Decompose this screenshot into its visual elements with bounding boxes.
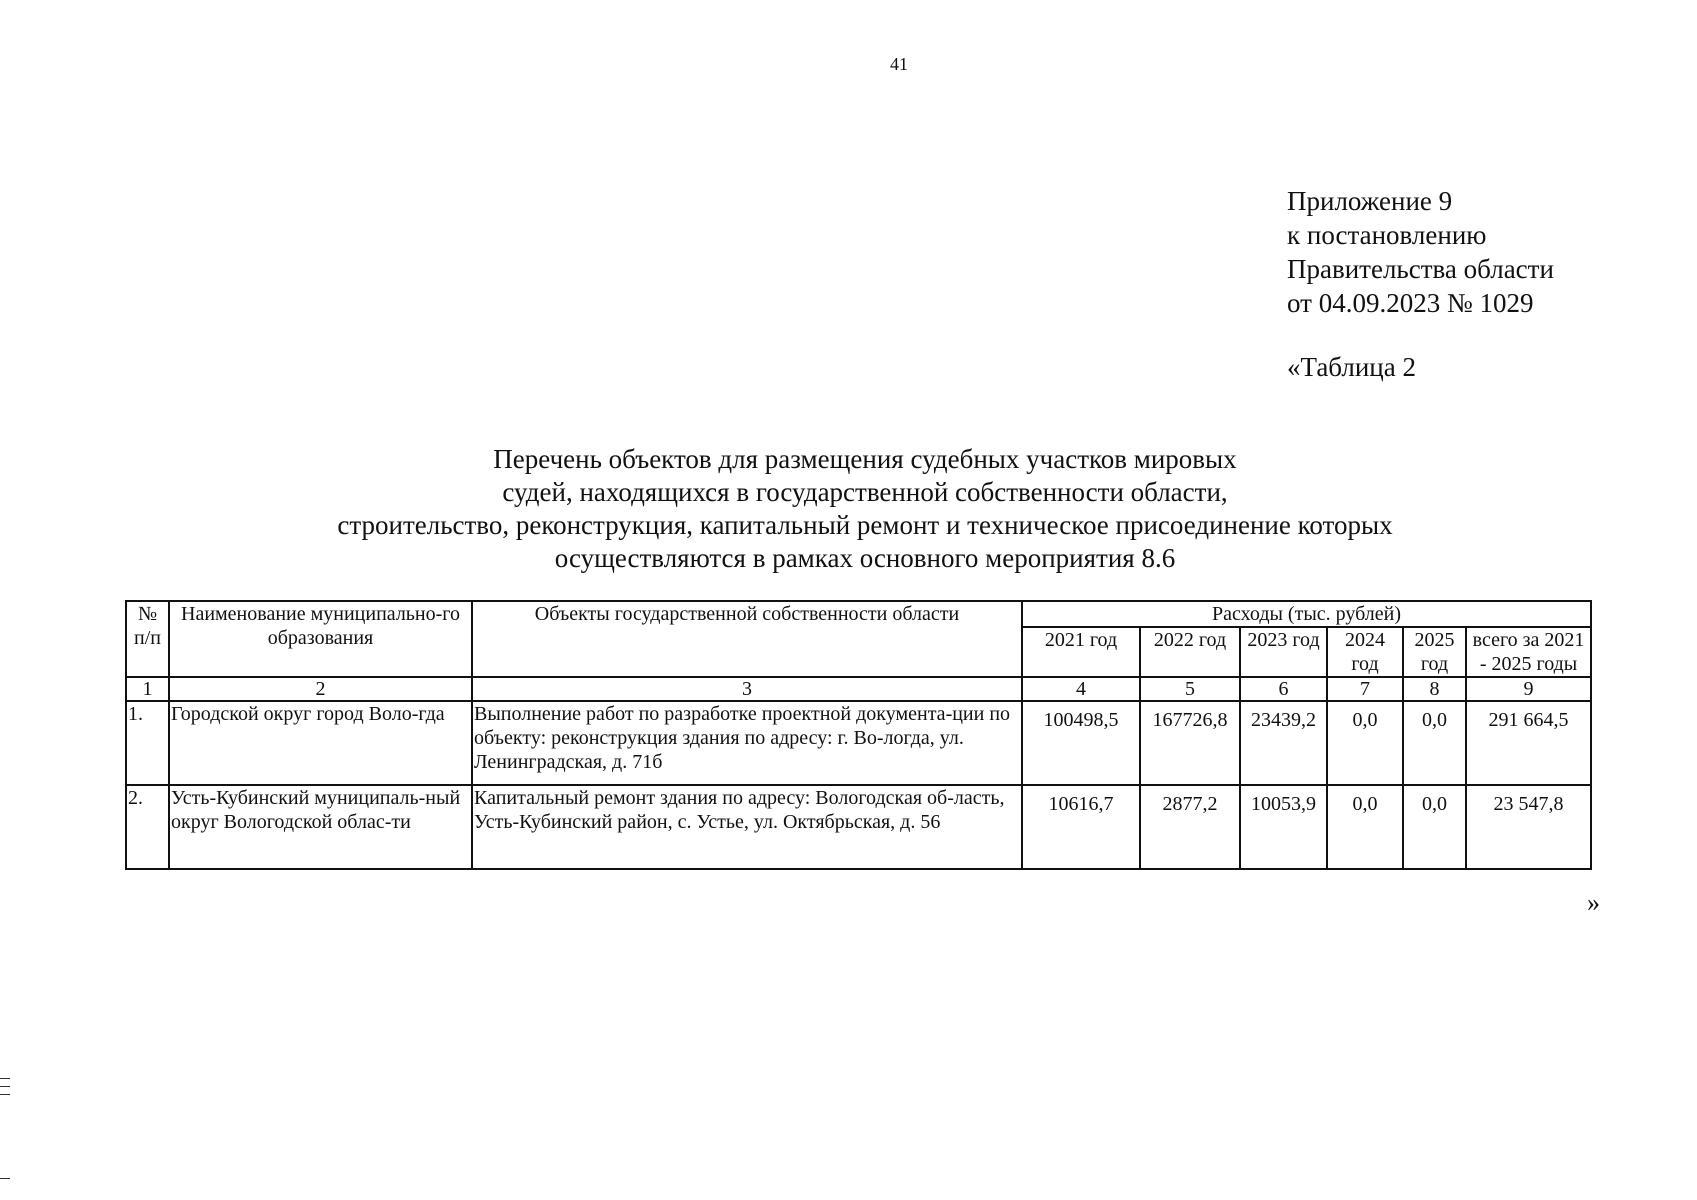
row-num: 1. bbox=[126, 701, 169, 785]
header-year-2024: 2024 год bbox=[1327, 627, 1403, 677]
row-2024: 0,0 bbox=[1327, 785, 1403, 869]
table-label: «Таблица 2 bbox=[1287, 352, 1416, 382]
title-line: осуществляются в рамках основного мероприятия 8.6 bbox=[554, 543, 1176, 573]
header-year-2021: 2021 год bbox=[1022, 627, 1140, 677]
row-2023: 10053,9 bbox=[1240, 785, 1327, 869]
column-number: 5 bbox=[1140, 677, 1240, 701]
header-year-2025: 2025 год bbox=[1403, 627, 1466, 677]
appendix-line: к постановлению bbox=[1287, 220, 1487, 250]
title-line: строительство, реконструкция, капитальный ремонт и техническое присоединение которых bbox=[337, 510, 1393, 540]
header-total: всего за 2021 - 2025 годы bbox=[1466, 627, 1591, 677]
column-number: 7 bbox=[1327, 677, 1403, 701]
table-row bbox=[126, 785, 1591, 869]
row-2021: 100498,5 bbox=[1022, 701, 1140, 785]
row-total: 291 664,5 bbox=[1466, 701, 1591, 785]
title-line: судей, находящихся в государственной собственности области, bbox=[502, 477, 1228, 507]
header-objects: Объекты государственной собственности области bbox=[472, 601, 1022, 677]
column-number: 6 bbox=[1240, 677, 1327, 701]
page-number: 41 bbox=[890, 54, 908, 74]
appendix-line: Правительства области bbox=[1287, 254, 1554, 284]
document-title bbox=[200, 443, 1530, 575]
row-2024: 0,0 bbox=[1327, 701, 1403, 785]
row-2022: 2877,2 bbox=[1140, 785, 1240, 869]
margin-mark bbox=[0, 1078, 10, 1079]
column-numbers-row bbox=[126, 677, 1591, 701]
row-object: Капитальный ремонт здания по адресу: Вологодская об-ласть, Усть-Кубинский район, с. Устье, ул. Октябрьская, д. 56 bbox=[472, 785, 1022, 869]
title-line: Перечень объектов для размещения судебных участков мировых bbox=[493, 444, 1237, 474]
row-num: 2. bbox=[126, 785, 169, 869]
closing-quote: » bbox=[1587, 888, 1600, 917]
appendix-block bbox=[1287, 184, 1554, 320]
row-2023: 23439,2 bbox=[1240, 701, 1327, 785]
margin-mark bbox=[0, 1178, 10, 1179]
header-num: № п/п bbox=[126, 601, 169, 677]
header-row bbox=[126, 601, 1591, 627]
row-2025: 0,0 bbox=[1403, 701, 1466, 785]
row-municipality: Городской округ город Воло-гда bbox=[169, 701, 472, 785]
appendix-line: Приложение 9 bbox=[1287, 186, 1453, 216]
column-number: 4 bbox=[1022, 677, 1140, 701]
header-municipality: Наименование муниципально-го образования bbox=[169, 601, 472, 677]
row-2021: 10616,7 bbox=[1022, 785, 1140, 869]
column-number: 9 bbox=[1466, 677, 1591, 701]
margin-mark bbox=[0, 1094, 10, 1095]
row-object: Выполнение работ по разработке проектной документа-ции по объекту: реконструкция здания по адресу: г. Во-логда, ул. Ленинградская, д. 71б bbox=[472, 701, 1022, 785]
column-number: 8 bbox=[1403, 677, 1466, 701]
appendix-line: от 04.09.2023 № 1029 bbox=[1287, 288, 1534, 318]
row-2025: 0,0 bbox=[1403, 785, 1466, 869]
column-number: 2 bbox=[169, 677, 472, 701]
expenses-table bbox=[125, 600, 1592, 870]
row-municipality: Усть-Кубинский муниципаль-ный округ Вологодской облас-ти bbox=[169, 785, 472, 869]
header-expenses: Расходы (тыс. рублей) bbox=[1022, 601, 1591, 627]
row-2022: 167726,8 bbox=[1140, 701, 1240, 785]
margin-mark bbox=[0, 1086, 10, 1087]
column-number: 1 bbox=[126, 677, 169, 701]
table-row bbox=[126, 701, 1591, 785]
header-year-2023: 2023 год bbox=[1240, 627, 1327, 677]
header-year-2022: 2022 год bbox=[1140, 627, 1240, 677]
column-number: 3 bbox=[472, 677, 1022, 701]
row-total: 23 547,8 bbox=[1466, 785, 1591, 869]
